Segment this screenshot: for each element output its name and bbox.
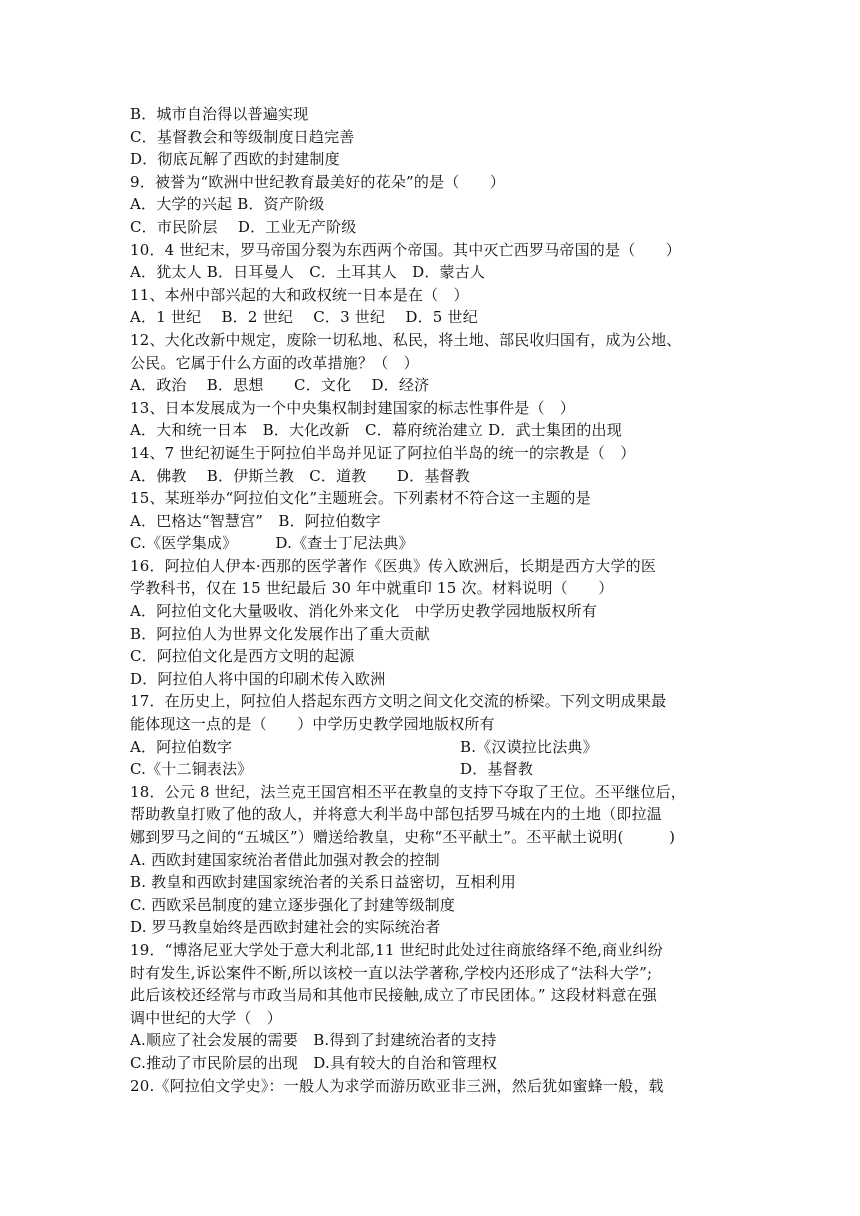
option-line: A．大和统一日本 B．大化改新 C．幕府统治建立 D．武士集团的出现 (130, 421, 622, 440)
option-line: B. 教皇和西欧封建国家统治者的关系日益密切，互相利用 (130, 873, 516, 892)
option-line: A．巴格达“智慧宫” B．阿拉伯数字 (130, 511, 381, 530)
option-line: A．佛教 B．伊斯兰教 C．道教 D．基督教 (130, 466, 470, 485)
question-12-cont: 公民。它属于什么方面的改革措施？（ ） (130, 353, 419, 372)
option-line: B．阿拉伯人为世界文化发展作出了重大贡献 (130, 624, 431, 643)
option-line: A．阿拉伯文化大量吸收、消化外来文化 中学历史教学园地版权所有 (130, 602, 598, 621)
question-14: 14、7 世纪初诞生于阿拉伯半岛并见证了阿拉伯半岛的统一的宗教是（ ） (130, 443, 636, 462)
option-line: D. 罗马教皇始终是西欧封建社会的实际统治者 (130, 918, 441, 937)
option-c: C.《十二铜表法》 (130, 760, 253, 779)
question-12: 12、大化改新中规定，废除一切私地、私民，将土地、部民收归国有，成为公地、 (130, 330, 682, 349)
question-16-cont: 学教科书，仅在 15 世纪最后 30 年中就重印 15 次。材料说明（ ） (130, 579, 614, 598)
option-d: D．基督教 (460, 760, 534, 779)
option-line: A．政治 B．思想 C．文化 D．经济 (130, 376, 430, 395)
question-19: 19．“博洛尼亚大学处于意大利北部,11 世纪时此处过往商旅络绎不绝,商业纠纷 (130, 940, 663, 959)
question-9: 9．被誉为“欧洲中世纪教育最美好的花朵”的是（ ） (130, 172, 506, 191)
question-10: 10．4 世纪末，罗马帝国分裂为东西两个帝国。其中灭亡西罗马帝国的是（ ） (130, 240, 682, 259)
option-line: A．犹太人 B．日耳曼人 C．土耳其人 D．蒙古人 (130, 263, 486, 282)
option-line: A. 西欧封建国家统治者借此加强对教会的控制 (130, 850, 440, 869)
question-19-cont: 调中世纪的大学（ ） (130, 1008, 283, 1027)
option-line: C.《医学集成》 D.《查士丁尼法典》 (130, 534, 414, 553)
option-row (130, 758, 740, 781)
option-line: C.推动了市民阶层的出现 D.具有较大的自治和管理权 (130, 1053, 498, 1072)
question-18-cont: 帮助教皇打败了他的敌人，并将意大利半岛中部包括罗马城在内的土地（即拉温 (130, 805, 663, 824)
question-16: 16．阿拉伯人伊本·西那的医学著作《医典》传入欧洲后，长期是西方大学的医 (130, 556, 657, 575)
option-line: A．1 世纪 B．2 世纪 C．3 世纪 D．5 世纪 (130, 308, 478, 327)
option-line: A.顺应了社会发展的需要 B.得到了封建统治者的支持 (130, 1031, 497, 1050)
question-19-cont: 此后该校还经常与市政当局和其他市民接触,成立了市民团体。” 这段材料意在强 (130, 986, 658, 1005)
question-17: 17．在历史上，阿拉伯人搭起东西方文明之间文化交流的桥梁。下列文明成果最 (130, 692, 667, 711)
option-line: C．基督教会和等级制度日趋完善 (130, 127, 355, 146)
question-18: 18．公元 8 世纪，法兰克王国宫相丕平在教皇的支持下夺取了王位。丕平继位后， (130, 782, 686, 801)
exam-page (130, 103, 740, 1097)
question-20: 20.《阿拉伯文学史》：一般人为求学而游历欧亚非三洲，然后犹如蜜蜂一般，载 (130, 1076, 664, 1095)
option-line: A．大学的兴起 B．资产阶级 (130, 195, 325, 214)
option-line: C. 西欧采邑制度的建立逐步强化了封建等级制度 (130, 895, 456, 914)
option-line: D．彻底瓦解了西欧的封建制度 (130, 150, 340, 169)
question-11: 11、本州中部兴起的大和政权统一日本是在（ ） (130, 285, 469, 304)
question-18-cont: 娜到罗马之间的“五城区”）赠送给教皇，史称“丕平献土”。丕平献土说明( ) (130, 828, 676, 846)
option-line: C．市民阶层 D．工业无产阶级 (130, 217, 357, 236)
question-17-cont: 能体现这一点的是（ ）中学历史教学园地版权所有 (130, 715, 495, 734)
option-row (130, 736, 740, 759)
question-13: 13、日本发展成为一个中央集权制封建国家的标志性事件是（ ） (130, 398, 576, 417)
option-line: D．阿拉伯人将中国的印刷术传入欧洲 (130, 669, 386, 688)
option-b: B.《汉谟拉比法典》 (460, 737, 598, 756)
option-line: B．城市自治得以普遍实现 (130, 105, 309, 123)
question-19-cont: 时有发生,诉讼案件不断,所以该校一直以法学著称,学校内还形成了“法科大学”; (130, 963, 653, 982)
question-15: 15、某班举办“阿拉伯文化”主题班会。下列素材不符合这一主题的是 (130, 489, 591, 508)
option-a: A．阿拉伯数字 (130, 737, 233, 756)
option-line: C．阿拉伯文化是西方文明的起源 (130, 647, 355, 666)
